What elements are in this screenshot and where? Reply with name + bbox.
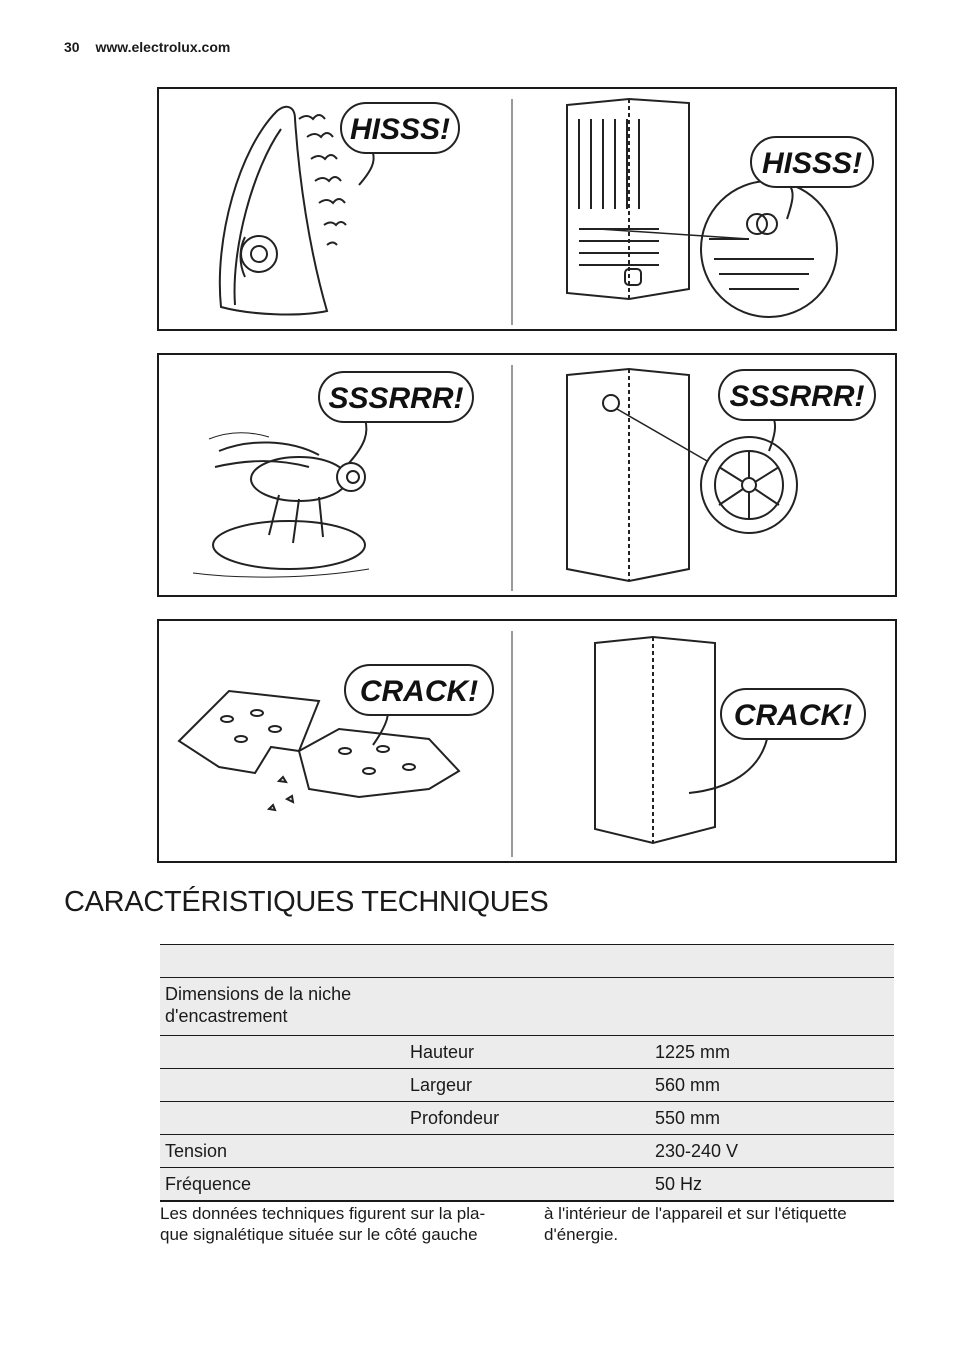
- row-label: Tension: [160, 1135, 405, 1168]
- website-url: www.electrolux.com: [95, 39, 231, 55]
- table-row: [160, 978, 894, 1036]
- row-value: 230-240 V: [650, 1135, 894, 1168]
- table-row: [160, 1102, 894, 1135]
- table-row: [160, 1168, 894, 1202]
- sound-label-right: CRACK!: [733, 699, 853, 732]
- row-value: 560 mm: [650, 1069, 894, 1102]
- sound-label-left: HISSS!: [349, 113, 451, 146]
- table-row: [160, 945, 894, 978]
- fly-icon: [193, 433, 369, 577]
- sound-label-left: SSSRRR!: [328, 382, 464, 415]
- row-label: Dimensions de la niche d'encastrement: [160, 978, 405, 1036]
- sound-label-left: CRACK!: [359, 675, 479, 708]
- row-label: [160, 1036, 405, 1069]
- note-right: à l'intérieur de l'appareil et sur l'étiquette d'énergie.: [544, 1204, 847, 1244]
- page-header: [64, 39, 230, 55]
- row-label: [160, 1102, 405, 1135]
- row-sub: [405, 1168, 650, 1202]
- fridge-coil-icon: [567, 99, 837, 317]
- row-label: [160, 945, 405, 978]
- sound-label-right: HISSS!: [761, 147, 863, 180]
- table-row: [160, 1069, 894, 1102]
- row-sub: Largeur: [405, 1069, 650, 1102]
- fridge-icon: [595, 637, 715, 843]
- row-label: Fréquence: [160, 1168, 405, 1202]
- illustration-panel-crack: [157, 619, 897, 863]
- table-row: [160, 1135, 894, 1168]
- note-left: Les données techniques figurent sur la pla-que signalétique située sur le côté gauche: [160, 1204, 486, 1244]
- row-sub: Profondeur: [405, 1102, 650, 1135]
- speech-bubble: [341, 103, 459, 185]
- page-number: 30: [64, 39, 80, 55]
- sound-label-right: SSSRRR!: [729, 380, 865, 413]
- row-sub: [405, 978, 650, 1036]
- row-value: [650, 978, 894, 1036]
- section-title: CARACTÉRISTIQUES TECHNIQUES: [64, 886, 549, 918]
- row-value: 1225 mm: [650, 1036, 894, 1069]
- row-sub: [405, 1135, 650, 1168]
- specs-table: [160, 944, 894, 1202]
- row-sub: Hauteur: [405, 1036, 650, 1069]
- speech-bubble: [319, 372, 473, 463]
- row-label: [160, 1069, 405, 1102]
- row-sub: [405, 945, 650, 978]
- table-row: [160, 1036, 894, 1069]
- illustration-panel-buzz: [157, 353, 897, 597]
- row-value: 550 mm: [650, 1102, 894, 1135]
- row-value: [650, 945, 894, 978]
- illustration-panel-hiss: [157, 87, 897, 331]
- row-value: 50 Hz: [650, 1168, 894, 1202]
- steam-iron-icon: [220, 107, 346, 315]
